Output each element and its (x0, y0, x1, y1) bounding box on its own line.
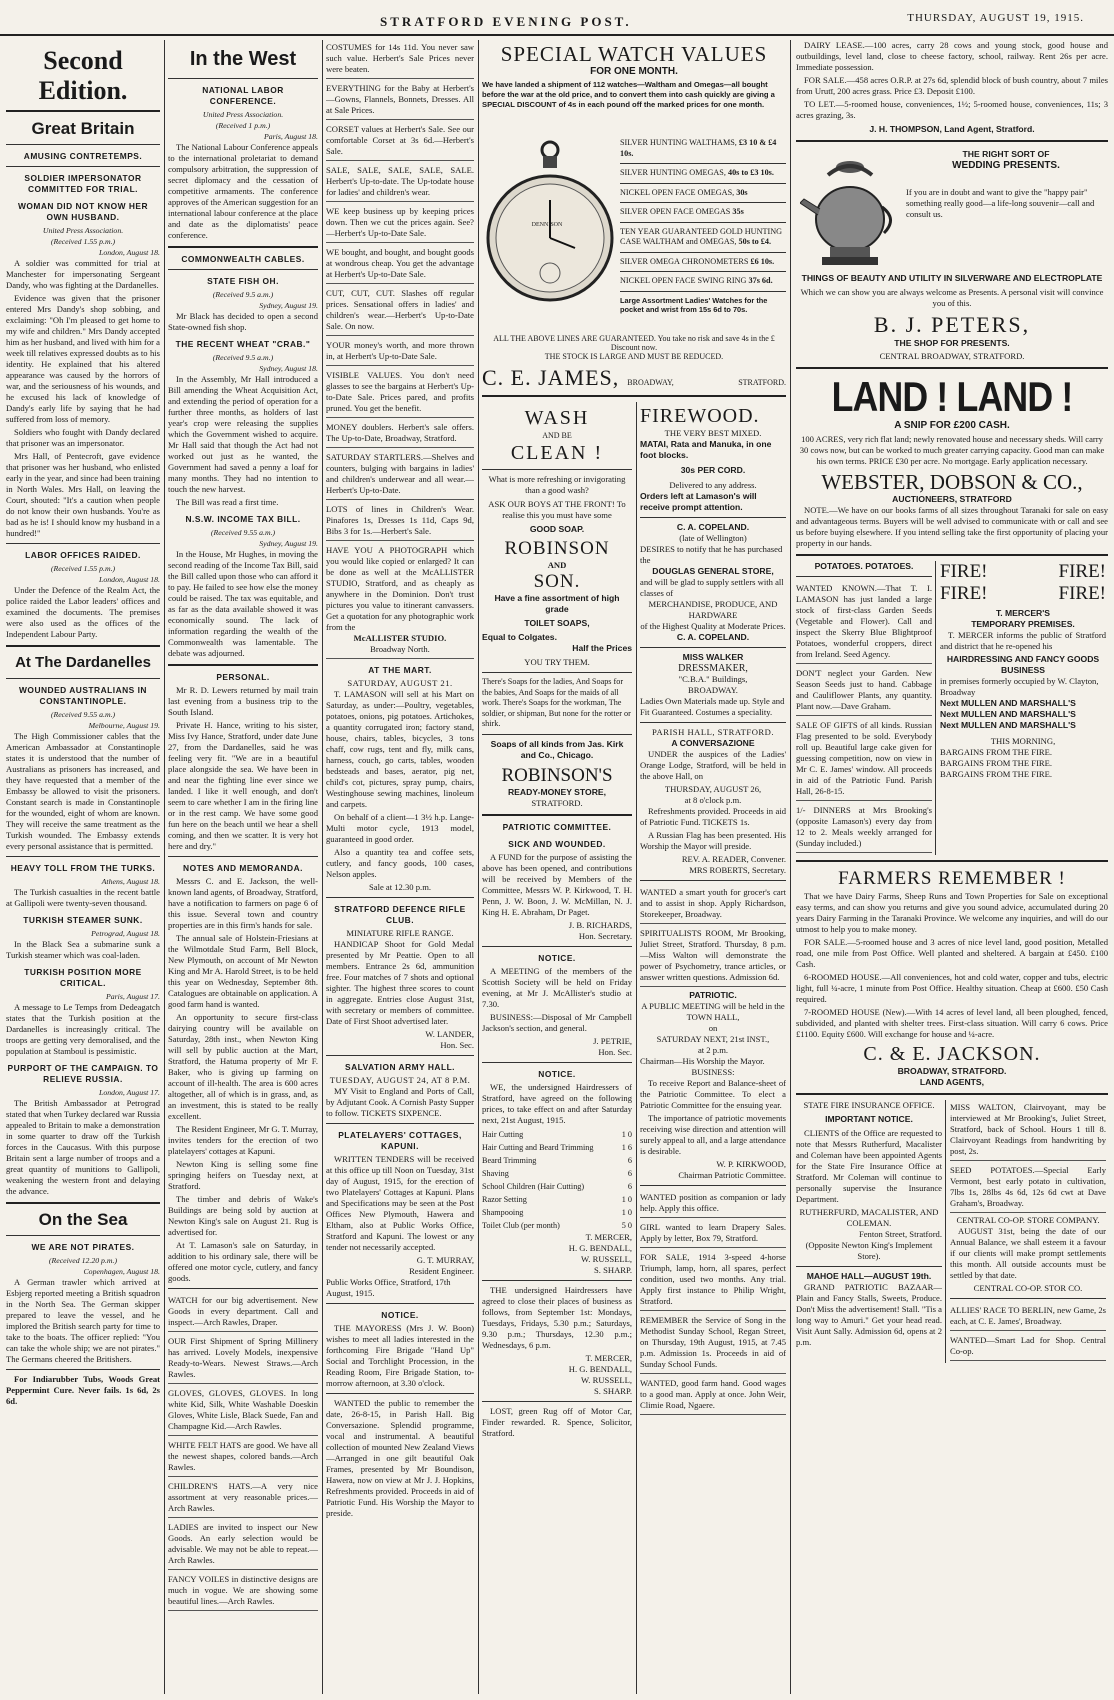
article-headline: WE ARE NOT PIRATES. (31, 1242, 135, 1252)
signature: H. G. BENDALL, (568, 1363, 632, 1374)
classified-ad: WANTED, good farm hand. Good wages to a good man. Apply at once. John Weir, Climie Road, Ngaere. (640, 1376, 786, 1415)
store-town: STRATFORD. (531, 797, 583, 808)
classified-ad: WE keep business up by keeping prices down. Then we cut the prices again. See?—Herbert's Up-to-Date Sale. (326, 204, 474, 243)
dateline: London, August 18. (99, 248, 160, 257)
signature: MRS ROBERTS, Secretary. (689, 865, 786, 875)
byline: United Press Association. (202, 110, 284, 119)
classified-ad: SPIRITUALISTS ROOM, Mr Brooking, Juliet Street, Stratford. Thursday, 8 p.m.—Miss Walton will demonstrate the power of Psychometry, trance articles, or answer written questions. Admission 6d. (640, 926, 786, 987)
dressmaker-text: Ladies Own Materials made up. Style and Fit Guaranteed. Costumes a speciality. (640, 696, 785, 717)
farmers-heading: FARMERS REMEMBER ! (838, 868, 1066, 889)
watch-item: NICKEL OPEN FACE SWING RING 37s 6d. (620, 276, 773, 285)
classified-ad: MISS WALTON, Clairvoyant, may be interviewed at Mr Brooking's, Juliet Street, Stratford, back of School. Hours 1 till 8. Clairvoyant Readings from handwriting by post, 2s. (950, 1100, 1106, 1161)
mercer-location: Next MULLEN AND MARSHALL'S (940, 709, 1076, 719)
article-headline: NATIONAL LABOR CONFERENCE. (202, 85, 284, 106)
event-text: Chairman—His Worship the Mayor. (640, 1056, 765, 1066)
signature-role: Hon. Sec. (440, 1040, 474, 1050)
robinson-name: ROBINSON (504, 538, 610, 559)
firm-location: BROADWAY, (627, 378, 674, 387)
column-news-britain (6, 40, 160, 1694)
classified-ad: VISIBLE VALUES. You don't need glasses to see the bargains at Herbert's Up-to-Date Sale. Prices pared, and profits pruned. You get the benefit. (326, 368, 474, 418)
classified-ad: CUT, CUT, CUT. Slashes off regular prices. Sensational offers in ladies' and children's wear.—Herbert's Up-to-Date Sale. On now. (326, 286, 474, 336)
classified-ad: WE bought, and bought, and bought goods at wondrous cheap. You get the advantage at Herbert's Up-to-Date Sale. (326, 245, 474, 284)
agent-location: BROADWAY, STRATFORD. (897, 1066, 1007, 1076)
dateline: Athens, August 18. (101, 877, 160, 886)
dressmaker-street: BROADWAY. (688, 685, 738, 695)
wedding-ad-text: If you are in doubt and want to give the "happy pair" something really good—a life-long souvenir—call and consult us. (906, 187, 1095, 219)
sale-date: SATURDAY, AUGUST 21. (347, 678, 453, 688)
firewood-line: MATAI, Rata and Manuka, in one foot blocks. (640, 439, 772, 460)
classified-ad: CORSET values at Herbert's Sale. See our comfortable Corset at 3s 6d.—Herbert's Sale. (326, 122, 474, 161)
mercer-location: Next MULLEN AND MARSHALL'S (940, 720, 1076, 730)
dateline: London, August 17. (99, 1088, 160, 1097)
second-edition-title: Second Edition. (6, 46, 160, 112)
classified-ad: WANTED a smart youth for grocer's cart and to assist in shop. Apply Richardson, Storekeeper, Broadway. (640, 885, 786, 924)
column-rule (322, 40, 323, 1694)
article-headline: N.S.W. INCOME TAX BILL. (185, 514, 301, 524)
son-name: SON. (533, 571, 581, 592)
signature: S. SHARP. (594, 1385, 632, 1396)
column-news-west (168, 40, 318, 1694)
bazaar-heading: MAHOE HALL—AUGUST 19th. (806, 1271, 932, 1281)
dateline: Melbourne, August 19. (88, 721, 160, 730)
property-listing: FOR SALE.—458 acres O.R.P. at 27s 6d, splendid block of bush country, about 7 miles from Urutī, 200 acres grass. Price £3. Deposit £100. (796, 75, 1108, 96)
lost-notice: LOST, green Rug off of Motor Car, Finder rewarded. R. Spence, Solicitor, Stratford. (482, 1405, 632, 1438)
jeweller-address: CENTRAL BROADWAY, STRATFORD. (879, 351, 1025, 361)
article-headline: AT THE MART. (368, 665, 432, 675)
dateline: London, August 18. (99, 575, 160, 584)
property-listing: 6-ROOMED HOUSE.—All conveniences, hot and cold water, copper and tubs, electric light, full ¼-acre, 1 minute from Post Office. Healthy situation. Cheap at £600. £50 Cash required. (796, 972, 1108, 1004)
received-time: (Received 1 p.m.) (215, 121, 271, 130)
insurance-signature: RUTHERFURD, MACALISTER, AND COLEMAN. (799, 1207, 939, 1228)
event-text: To receive Report and Balance-sheet of the Patriotic Committee. To elect a Patriotic Committee for the ensuing year. (640, 1078, 786, 1110)
wash-and-be: AND BE (542, 431, 572, 440)
equal-colgates: Equal to Colgates. (482, 632, 557, 642)
article-paragraph: The annual sale of Holstein-Friesians at the Wilmotdale Stud Farm, Bell Block, New Plymouth, on account of Mr Newton King and Mr A. Harold Street, is to be held this year on Wednesday, September 8th. Catalogues are obtainable on application. A good farm hand is wanted. (168, 933, 318, 1009)
agent-name: C. & E. JACKSON. (863, 1043, 1041, 1065)
received-time: (Received 9.55 a.m.) (50, 710, 116, 719)
classified-ad: 1/- DINNERS at Mrs Brooking's (opposite Lamason's) every day from 12 to 2. Meals weekly arranged for (Sunday included.) (796, 803, 932, 853)
signature: T. MERCER, (585, 1231, 632, 1242)
event-text: Refreshments provided. Proceeds in aid of Patriotic Fund. TICKETS 1s. (640, 806, 786, 827)
article-headline: SICK AND WOUNDED. (508, 838, 606, 849)
article-headline: SALVATION ARMY HALL. (344, 1062, 456, 1072)
auctioneer-note: NOTE.—We have on our books farms of all sizes throughout Taranaki for sale on easy and advantageous terms. Buyers will be well advised to communicate with or call and see us before buying elsewhere. If you intend selling take the first opportunity of placing your property in our hands. (796, 505, 1108, 548)
section-heading: Great Britain (31, 119, 135, 138)
article-paragraph: Messrs C. and E. Jackson, the well-known land agents, of Broadway, Stratford, have a notification to farmers on page 6 of this issue. Several town and country properties are in this firm's hands for sale. (168, 876, 318, 930)
morning-line: THIS MORNING, (990, 736, 1056, 746)
property-listing: 7-ROOMED HOUSE (New).—With 14 acres of level land, all been ploughed, fenced, subdivided, and planted with shelter trees. First-class situation. Will carry 6 cows. Price £1100. Equity £600. Will exchange for house and ¼-acre. (796, 1007, 1108, 1039)
potatoes-heading: POTATOES. POTATOES. (814, 561, 914, 571)
article-paragraph: Mr R. D. Lewers returned by mail train last evening from a business trip to the South Island. (168, 685, 318, 717)
column-rule (164, 40, 165, 1694)
classified-ad: ALLIES' RACE TO BERLIN, new Game, 2s each, at C. E. James', Broadway. (950, 1303, 1106, 1331)
merchant-name: C. A. COPELAND. (676, 522, 750, 532)
issue-date: THURSDAY, AUGUST 19, 1915. (907, 12, 1084, 24)
event-time: at 2 p.m. (697, 1045, 729, 1055)
classified-ad: EVERYTHING for the Baby at Herbert's—Gowns, Flannels, Bonnets, Dresses. All at Sale Prices. (326, 81, 474, 120)
fund-notice: A FUND for the purpose of assisting the above has been opened, and contributions will be received by Members of the Committee, Messrs W. P. Kirkwood, T. H. Penn, J. W. Boon, J. W. McMillan, N. J. King H. E. Abraham, Dr Paget. (482, 851, 632, 917)
dressmaker-building: "C.B.A." Buildings, (678, 674, 748, 684)
fire-word: FIRE! (940, 583, 988, 604)
article-headline: AMUSING CONTRETEMPS. (23, 151, 143, 161)
wash-heading: WASH (524, 407, 590, 429)
classified-ad: LOTS of lines in Children's Wear. Pinafores 1s, Dresses 1s 11d, Caps 9d, Bibs 3 for 1s.—Herbert's Sale. (326, 502, 474, 541)
signature: W. P. KIRKWOOD, (716, 1159, 786, 1169)
bargain-line: BARGAINS FROM THE FIRE. (940, 769, 1053, 779)
article-paragraph: A soldier was committed for trial at Manchester for impersonating Sergeant Dandy, who was fighting at the Dardanelles. (6, 258, 160, 290)
wedding-ad-subheading: WEDDING PRESENTS. (952, 160, 1060, 171)
studio-address: Broadway North. (370, 644, 430, 654)
wash-ask: ASK OUR BOYS AT THE FRONT! To realise this you must have some (488, 499, 626, 520)
dateline: Sydney, August 19. (259, 301, 318, 310)
meeting-business: BUSINESS:—Disposal of Mr Campbell Jackson's section, and general. (482, 1011, 632, 1033)
classified-ad: OUR First Shipment of Spring Millinery has arrived. Lovely Models, inexpensive Ready-to-Wears. Newest Straws.—Arch Rawles. (168, 1334, 318, 1384)
watch-ad-subtitle: FOR ONE MONTH. (590, 66, 678, 77)
received-time: (Received 9.55 a.m.) (210, 528, 276, 537)
half-price: Half the Prices (572, 643, 632, 653)
silver-kettle-icon (800, 149, 900, 269)
fire-word: FIRE! (1058, 561, 1106, 582)
club-notice: HANDICAP Shoot for Gold Medal presented by Mr Peattie. Open to all members. Entrance 2s 6d, ammunition free. Four matches of 7 shots and optional sighter. The highest three scores to count in aggregate. Entries close August 31st, with secretary or members of committee. Date of First Shoot advertised later. (326, 939, 474, 1026)
mercer-business: HAIRDRESSING AND FANCY GOODS BUSINESS (946, 654, 1100, 675)
land-heading: LAND ! LAND ! (831, 373, 1073, 420)
classified-ad: CHILDREN'S HATS.—A very nice assortment at very reasonable prices.—Arch Rawles. (168, 1479, 318, 1518)
advertisement: For Indiarubber Tubs, Woods Great Peppermint Cure. Never fails. 1s 6d, 2s 6d. (6, 1374, 160, 1406)
article-paragraph: The High Commissioner cables that the American Ambassador at Constantinople states it is understood that the number of Australians as prisoners has increased, and they have requested that a member of the Embassy be allowed to visit the prisoners. Constant search is made in Constantinople for the wounded, eight of whom are known. They will receive the same treatment as the Turkish wounded. The Embassy extends every personal assistance that is permitted. (6, 731, 160, 851)
watch-ad-title: SPECIAL WATCH VALUES (500, 42, 768, 66)
event-date: THURSDAY, AUGUST 26, (664, 784, 762, 794)
meeting-notice: A MEETING of the members of the Scottish Society will be held on Friday evening, at Mr J. McAllister's studio at 7.30. (482, 965, 632, 1009)
dateline: Sydney, August 18. (259, 364, 318, 373)
mercer-text: T. MERCER informs the public of Stratford and district that he re-opened his (940, 630, 1106, 651)
event-date: SATURDAY NEXT, 21st INST., (656, 1034, 770, 1044)
jeweller-tagline: THE SHOP FOR PRESENTS. (894, 338, 1010, 348)
article-headline: NOTICE. (381, 1310, 419, 1320)
signature: T. MERCER, (585, 1352, 632, 1363)
mercer-premises: TEMPORARY PREMISES. (971, 619, 1075, 629)
classified-ad: WANTED position as companion or lady help. Apply this office. (640, 1190, 786, 1218)
property-listing: DAIRY LEASE.—100 acres, carry 28 cows and young stock, good house and outbuildings, level land, close to cheese factory, school, railway. Rent 26s per acre. Immediate possession. (796, 40, 1108, 72)
newspaper-title: STRATFORD EVENING POST. (380, 14, 632, 29)
classified-ad: SALE OF GIFTS of all kinds. Russian Flag presented to be sold. Everybody roll up. Beautiful large cake given for guessing competition, now on view in Mr C. E. James' window. All proceeds in aid of the Patriotic Fund. Parish Hall, 26-8-15. (796, 718, 932, 801)
byline: United Press Association. (42, 226, 124, 235)
auctioneer-title: AUCTIONEERS, STRATFORD (892, 494, 1012, 504)
silverware-line: THINGS OF BEAUTY AND UTILITY IN SILVERWARE AND ELECTROPLATE (801, 273, 1103, 283)
watch-item: SILVER HUNTING WALTHAMS, £3 10 & £4 10s. (620, 138, 777, 158)
signature-role: Hon. Sec. (598, 1046, 632, 1057)
classified-ad: LADIES are invited to inspect our New Goods. An early selection would be advisable. We may not be able to repeat.—Arch Rawles. (168, 1520, 318, 1570)
tender-address: Public Works Office, Stratford, 17th August, 1915. (326, 1277, 451, 1298)
soap-verse: There's Soaps for the ladies, And Soaps for the babies, And Soaps for the maids of all work. There's Soaps for the workman, The soldier, or shipman, But none for the rotter or shirk. (482, 677, 631, 728)
dateline: Paris, August 17. (105, 992, 160, 1001)
event-text: The importance of patriotic movements receiving wise direction and attention will surely appeal to all, and a large attendance is desirable. (640, 1113, 786, 1156)
agent-role: LAND AGENTS, (919, 1077, 985, 1087)
land-snip: A SNIP FOR £200 CASH. (894, 420, 1010, 431)
article-paragraph: In the House, Mr Hughes, in moving the second reading of the Income Tax Bill, said the Bill called upon those who can afford it to pay. He failed to see how else the money could be raised. The tax was equitable, and as far as the data available showed it was economically sound. The lack of information regarding the wealth of the Commonwealth was lamentable. The debate was adjourned. (168, 549, 318, 658)
merchant-name: C. A. COPELAND. (676, 632, 750, 642)
classified-ad: MONEY doublers. Herbert's sale offers. The Up-to-Date, Broadway, Stratford. (326, 420, 474, 448)
agent-name: J. H. THOMPSON, Land Agent, Stratford. (869, 124, 1035, 134)
signature: W. RUSSELL, (580, 1253, 632, 1264)
and-word: AND (547, 560, 567, 570)
sale-notice: Also a quantity tea and coffee sets, cutlery, and fancy goods, 100 cases, Nelson apples. (326, 847, 474, 879)
watch-item: NICKEL OPEN FACE OMEGAS, 30s (620, 187, 748, 197)
jeweller-name: B. J. PETERS, (873, 312, 1031, 337)
article-headline: LABOR OFFICES RAIDED. (25, 550, 141, 560)
classified-ad: WANTED the public to remember the date, 26-8-15, in Parish Hall. Big Conversazione. Splendid programme, vocal and instrumental. A beautiful collection of mounted New Zealand Views—Arranged in one gilt beautiful Oak Frames, presented by Mr Boundison, Hawera, now on view at Mr J. J. Hopkins, Refreshments provided. Proceeds in aid of Patriotic Fund. His Worship the Mayor to preside. (326, 1398, 474, 1518)
mercer-name: T. MERCER'S (995, 608, 1051, 618)
hairdresser-notice: WE, the undersigned Hairdressers of Stratford, have agreed on the following prices, to take effect on and after Saturday next, 21st August, 1915. (482, 1081, 632, 1125)
article-paragraph: Mr Black has decided to open a second State-owned fish shop. (168, 311, 318, 332)
article-headline: THE RECENT WHEAT "CRAB." (175, 339, 311, 349)
classified-ad: SEED POTATOES.—Special Early Vermont, best early potato in cultivation, 7lbs 1s, 28lbs 4s 6d, 12s 6d cwt at Dave Graham's, Broadway. (950, 1163, 1106, 1213)
article-headline: STRATFORD DEFENCE RIFLE CLUB. (334, 904, 466, 925)
article-paragraph: The Resident Engineer, Mr G. T. Murray, invites tenders for the erection of two platelayers' cottages at Kapuni. (168, 1124, 318, 1156)
dateline: Paris, August 18. (263, 132, 318, 141)
article-paragraph: Under the Defence of the Realm Act, the police raided the Labor leaders' offices and examined the documents. The premises were also used as the offices of the Independent Labour Party. (6, 585, 160, 639)
article-paragraph: In the Assembly, Mr Hall introduced a Bill amending the Wheat Acquisition Act, and extending the period of operation for a further three months, as holders of last year's crop were releasing the supplies which the Government wished to acquire. Mr Hall said that though the Act had not worked out just as he wanted, the Government had saved a penny a loaf for many months. They had no intention to touch the new harvest. (168, 374, 318, 494)
watch-face-label: DENNISON (531, 222, 563, 228)
signature: J. B. RICHARDS, (568, 919, 632, 930)
watch-item: SILVER OMEGA CHRONOMETERS £6 10s. (620, 256, 775, 266)
mercer-text: in premises formerly occupied by W. Clayton, Broadway (940, 676, 1099, 697)
signature: S. SHARP. (594, 1264, 632, 1275)
event-text: UNDER the auspices of the Ladies' Orange Lodge, Stratford, will be held in the above Hall, on (640, 749, 786, 781)
article-headline: COMMONWEALTH CABLES. (181, 254, 305, 264)
article-headline: TURKISH POSITION MORE CRITICAL. (24, 967, 142, 988)
section-heading: In the West (189, 48, 297, 70)
firewood-line: THE VERY BEST MIXED. (664, 428, 762, 438)
sale-notice: On behalf of a client—1 3½ h.p. Lange-Multi motor cycle, 1913 model, guaranteed in good order. (326, 812, 474, 844)
article-paragraph: Mrs Hall, of Pentecroft, gave evidence that prisoner was her husband, who enlisted early in the year, and since had been training in North Wales. Mrs Hall, on leaving the Court, shouted: "It's a caution when people do not know their own husbands. You're as bad as he is! I should know my husband in a hundred!" (6, 451, 160, 538)
article-paragraph: A message to Le Temps from Dedeagatch states that the Turkish position at the Dardanelles is increasingly critical. The troops are getting very demoralised, and the population at Stamboul is pessimistic. (6, 1002, 160, 1056)
bazaar-text: GRAND PATRIOTIC BAZAAR—Plain and Fancy Stalls, Sweets, Produce. Don't Miss the advertisement! Stall. "Tis a long way to Amuri." Get your head read. Visit Aunt Sally. Admission 6d, opens at 2 p.m. (796, 1282, 942, 1347)
column-ads-herbert (326, 40, 474, 1694)
article-paragraph: The National Labour Conference appeals to the international proletariat to demand compulsory arbitration, the suppression of secret diplomacy and the cessation of competitive armaments. The conference approves of the American suggestion for an international labour conference at the place and date as the diplomatists' peace conference. (168, 142, 318, 240)
event-text: on (708, 1023, 718, 1033)
signature-role: Resident Engineer. (409, 1266, 474, 1276)
article-headline: PURPORT OF THE CAMPAIGN. TO RELIEVE RUSSIA. (7, 1063, 159, 1084)
sale-time: Sale at 12.30 p.m. (368, 882, 432, 892)
merchandise-line: MERCHANDISE, PRODUCE, AND HARDWARE (648, 599, 778, 620)
received-time: (Received 9.5 a.m.) (212, 353, 274, 362)
mercer-location: Next MULLEN AND MARSHALL'S (940, 698, 1076, 708)
firewood-line: Orders left at Lamason's will receive prompt attention. (640, 491, 757, 512)
robinsons-name: ROBINSON'S (501, 764, 613, 786)
event-text: A PUBLIC MEETING will be held in the TOWN HALL, (641, 1001, 785, 1022)
classified-ad: WANTED—Smart Lad for Shop. Central Co-op. (950, 1333, 1106, 1361)
dateline: Petrograd, August 18. (91, 929, 160, 938)
received-time: (Received 1.55 p.m.) (50, 237, 116, 246)
article-headline: NOTICE. (538, 1068, 576, 1079)
guarantee-line: ALL THE ABOVE LINES ARE GUARANTEED. You take no risk and save 4s in the £ Discount now. (493, 334, 775, 352)
property-listing: TO LET.—5-roomed house, conveniences, 1½; 5-roomed house, conveniences, 11s; 3 acres grazing, 3s. (796, 99, 1108, 120)
closing-hours-notice: THE undersigned Hairdressers have agreed to close their places of business as follows, from September 1st: Mondays, Tuesdays, Fridays, 5.30 p.m.; Saturdays, 9.30 p.m.; Thursdays, 12.30 p.m.; Wednesdays, 6 p.m. (482, 1284, 632, 1350)
event-text: A Russian Flag has been presented. His Worship the Mayor will preside. (640, 830, 786, 851)
article-paragraph: At T. Lamason's sale on Saturday, in addition to his ordinary sale, there will be offered one motor cycle, cutlery, and fancy goods. (168, 1240, 318, 1283)
article-paragraph: Soldiers who fought with Dandy declared that prisoner was an impersonator. (6, 427, 160, 448)
stock-line: THE STOCK IS LARGE AND MUST BE REDUCED. (544, 352, 724, 361)
signature: G. T. MURRAY, (416, 1255, 474, 1265)
watch-advertisement (482, 42, 786, 397)
received-time: (Received 9.5 a.m.) (212, 290, 274, 299)
good-soap: GOOD SOAP. (529, 524, 585, 534)
classified-ad: FANCY VOILES in distinctive designs are much in vogue. We are showing some beautiful lines.—Arch Rawles. (168, 1572, 318, 1611)
dressmaker-name: MISS WALKER (682, 652, 744, 662)
article-headline: PERSONAL. (216, 672, 270, 682)
notice-body: THE MAYORESS (Mrs J. W. Boon) wishes to meet all ladies interested in the forthcoming Fire Brigade "Hand Up" Social and Torchlight Procession, in the Reading Room, Fire Brigade Station, to-morrow afternoon, at 3.30 o'clock. (326, 1323, 474, 1388)
article-paragraph: Evidence was given that the prisoner entered Mrs Dandy's shop sobbing, and exclaiming: "Oh I'm pleased to get home to my wife and children." Mrs Dandy accepted him as her husband, and lived with him for a week till relatives expressed doubts as to his identity. He explained that his altered appearance was caused by the horrors of war, and the seriousness of his wounds, and he excused his lack of knowledge of Dandy's early life by saying that he had suffered from loss of memory. (6, 293, 160, 424)
sub-headline: MINIATURE RIFLE RANGE. (346, 928, 454, 938)
assortment-line: Have a fine assortment of high grade (494, 593, 620, 614)
signature: REV. A. READER, Convener. (681, 854, 786, 864)
studio-advertisement (326, 543, 474, 659)
event-time: at 8 o'clock p.m. (684, 795, 742, 805)
article-paragraph: Private H. Hance, writing to his sister, Miss Ivy Hance, Stratford, under date June 27, from the Dardanelles, said he was feeling very fit. "We are in a beautiful place alongside the sea. We have been in and near the fighting line ever since we landed. I like it well enough, and don't seem to care whether I am in the firing line or in the rest camp. We have some good fun here on the beach until we hear a shell coming, and then we scatter. It is very hot here and dry." (168, 720, 318, 851)
signature-role: Chairman Patriotic Committee. (678, 1170, 786, 1180)
article-paragraph: The Bill was read a first time. (176, 497, 279, 507)
article-headline: PATRIOTIC COMMITTEE. (502, 821, 612, 832)
signature: W. RUSSELL, (580, 1374, 632, 1385)
insurance-text: CLIENTS of the Office are requested to note that Messrs Rutherfurd, Macalister and Coleman have been appointed Agents for the State Fire Insurance Office at Stratford. Mr Coleman will continue to personally supervise the Insurance Department. (796, 1128, 942, 1204)
sale-notice: T. LAMASON will sell at his Mart on Saturday, as under:—Poultry, vegetables, potatoes, onions, pig potatoes. Artichokes, a quantity corrugated iron; factory stand, house, chairs, tables, bicycles, 3 tons chaff, cow rugs, tent and fly, milk cans, harness, couch, go carts, tables, wooden bedsteads and bases, aerator, pig net, child's cot, pictures, spray pump, chairs, Westinghouse sewing machines, linoleum and carpets. (326, 689, 474, 809)
signature: H. G. BENDALL, (568, 1242, 632, 1253)
article-paragraph: Newton King is selling some fine springing heifers on Tuesday next, at Stratford. (168, 1159, 318, 1191)
classified-ad: REMEMBER the Service of Song in the Methodist Sunday School, Regan Street, on Thursday, 19th August, 1915, at 7.45 p.m. Admission 1s. Proceeds in aid of Sunday School Funds. (640, 1313, 786, 1374)
firewood-line: Delivered to any address. (669, 480, 757, 490)
watch-item: SILVER OPEN FACE OMEGAS 35s (620, 207, 744, 216)
watch-item: SILVER HUNTING OMEGAS, 40s to £3 10s. (620, 168, 774, 177)
toilet-soaps: TOILET SOAPS, (524, 618, 590, 628)
watch-ad-intro: We have landed a shipment of 112 watches—Waltham and Omegas—all bought before the war at the old price, and to convert them into cash quickly are giving a SPECIAL DISCOUNT of 4s in each pound off the marked prices for one month. (482, 80, 775, 109)
dateline: Sydney, August 19. (259, 539, 318, 548)
ladies-watches: Large Assortment Ladies' Watches for the pocket and wrist from 15s 6d to 70s. (620, 295, 768, 314)
pocket-watch-icon (485, 138, 615, 328)
article-headline: WOUNDED AUSTRALIANS IN CONSTANTINOPLE. (19, 685, 147, 706)
fire-word: FIRE! (1058, 583, 1106, 604)
article-headline: PLATELAYERS' COTTAGES, KAPUNI. (338, 1130, 462, 1151)
dateline: Copenhagen, August 18. (83, 1267, 160, 1276)
article-headline: WOMAN DID NOT KNOW HER OWN HUSBAND. (17, 201, 149, 222)
soaps-all-kinds: Soaps of all kinds from Jas. Kirk and Co., Chicago. (490, 738, 624, 760)
insurance-note: (Opposite Newton King's Implement Store). (805, 1240, 933, 1261)
classified-ad: YOUR money's worth, and more thrown in, at Herbert's Up-to-Date Sale. (326, 338, 474, 366)
coop-signature: CENTRAL CO-OP. STOR CO. (973, 1283, 1083, 1293)
column-rule (790, 40, 791, 1694)
article-headline: NOTICE. (538, 952, 576, 963)
studio-ad-body: HAVE YOU A PHOTOGRAPH which you would like copied or enlarged? It can be done as well at the McALLISTER STUDIO, Stratford, and as cheaply as anywhere in the Dominion. Don't trust pictures you value to itinerant canvassers. Get a quotation for any photographic work from the (326, 545, 474, 632)
classified-ad: COSTUMES for 14s 11d. You never saw such value. Herbert's Sale Prices never were beaten. (326, 40, 474, 79)
insurance-heading: IMPORTANT NOTICE. (825, 1114, 913, 1124)
wash-question: What is more refreshing or invigorating than a good wash? (488, 474, 626, 495)
received-time: (Received 12.20 p.m.) (48, 1256, 118, 1265)
article-paragraph: The British Ambassador at Petrograd stated that when Turkey declared war Russia appealed to Britain to make a demonstration in some quarter to draw off the Turkish forces in the Caucasus. With this purpose Britain sent a large number of troops and a great quantity of munitions to Gallipoli, weakening the western front and delaying the advance. (6, 1098, 160, 1196)
signature: W. LANDER, (425, 1029, 474, 1039)
coop-heading: CENTRAL CO-OP. STORE COMPANY. (956, 1215, 1100, 1225)
article-headline: NOTES AND MEMORANDA. (183, 863, 303, 873)
classified-ad: GLOVES, GLOVES, GLOVES. In long white Kid, Silk, White Washable Doeskin Gloves, White Lisle, Black Suede, Fan and Champagne Kid.—Arch Rawles. (168, 1386, 318, 1436)
classified-ad: FOR SALE, 1914 3-speed 4-horse Triumph, lamp, horn, all spares, perfect condition, used two months. Any trial. Apply first instance to Philip Wright, Stratford. (640, 1250, 786, 1311)
firm-town: STRATFORD. (738, 378, 786, 387)
coop-text: AUGUST 31st, being the date of our Annual Balance, we shall esteem it a favour if our clients will make prompt settlements this month. All outside accounts must be settled by that date. (950, 1226, 1106, 1280)
farmers-text: That we have Dairy Farms, Sheep Runs and Town Properties for Sale on exceptional easy terms, and can show you returns and give you sound advice, accumulated during 20 years Dairy Farming in the Taranaki Province. We welcome any inquiries, and will do our utmost to help you to make money. (796, 891, 1108, 934)
merchant-text: DESIRES to notify that he has purchased the (640, 544, 783, 565)
received-time: (Received 1.55 p.m.) (50, 564, 116, 573)
classified-ad: WANTED KNOWN.—That T. I. LAMASON has just landed a large stock of first-class Garden Seeds (Vegetable and Flower). Call and inspect the Skerry Blue Blightproof Potatoes, wonderful croppers, direct from Ireland. Seed Agency. (796, 581, 932, 664)
event-notice: MY Visit to England and Ports of Call, by Adjutant Cook. A Cornish Pasty Supper to follow. TICKETS SIXPENCE. (326, 1086, 474, 1118)
column-rule (636, 402, 637, 1694)
firewood-heading: FIREWOOD. (640, 405, 760, 427)
article-paragraph: The timber and debris of Wake's Buildings are being sold by auction at Newton King's sale on August 21. Rug is advertised for. (168, 1194, 318, 1237)
land-description: 100 ACRES, very rich flat land; newly renovated house and necessary sheds. Will carry 30 cows now, but can be worked to much greater carrying capacity. Good man can make his own terms. PRICE £30 per acre. No mortgage. Early application necessary. (799, 434, 1105, 466)
auctioneer-name: WEBSTER, DOBSON & CO., (821, 470, 1083, 494)
bargain-line: BARGAINS FROM THE FIRE. (940, 758, 1053, 768)
insurance-office: STATE FIRE INSURANCE OFFICE. (803, 1100, 935, 1110)
venue-name: PARISH HALL, STRATFORD. (652, 727, 774, 737)
classified-ad: WHITE FELT HATS are good. We have all the newest shapes, colored bands.—Arch Rawles. (168, 1438, 318, 1477)
merchant-note: (late of Wellington) (679, 533, 747, 543)
try-them: YOU TRY THEM. (524, 657, 590, 667)
bargain-line: BARGAINS FROM THE FIRE. (940, 747, 1053, 757)
article-paragraph: A German trawler which arrived at Esbjerg reported meeting a British squadron in the North Sea. The German skipper prepared to leave the vessel, and he implored the British search party for time to take to the boats. The officer replied: "You can take the whole ship; we are not pirates." The Germans cheered the Britishers. (6, 1277, 160, 1364)
event-title: A CONVERSAZIONE (671, 738, 755, 748)
business-label: BUSINESS: (691, 1067, 735, 1077)
classified-ad: WATCH for our big advertisement. New Goods in every department. Call and inspect.—Arch Rawles, Draper. (168, 1293, 318, 1332)
column-land-agents (796, 40, 1108, 1694)
tender-notice: WRITTEN TENDERS will be received at this office up till Noon on Tuesday, 31st day of August, 1915, for the erection of two Platelayers' Cottages at Kapuni. Plans and Specifications may be seen at the Post Offices New Plymouth, Hawera and Eltham, also at Public Works Office, Stratford and Kapuni. The lowest or any tender not necessarily accepted. (326, 1154, 474, 1252)
fire-word: FIRE! (940, 561, 988, 582)
dressmaker-title: DRESSMAKER, (678, 663, 748, 674)
column-rule (478, 40, 479, 1694)
classified-ad: SATURDAY STARTLERS.—Shelves and counters, bulging with bargains in ladies' and children's underwear and all wear.—Herbert's Up-to-Date. (326, 450, 474, 500)
classified-ad: GIRL wanted to learn Drapery Sales. Apply by letter, Box 79, Stratford. (640, 1220, 786, 1248)
signature-role: Hon. Secretary. (578, 930, 632, 941)
watch-item: TEN YEAR GUARANTEED GOLD HUNTING CASE WALTHAM and OMEGAS, 50s to £4. (620, 226, 783, 246)
event-title: PATRIOTIC. (689, 990, 737, 1000)
article-headline: STATE FISH OH. (207, 276, 279, 286)
article-headline: SOLDIER IMPERSONATOR COMMITTED FOR TRIAL. (24, 173, 142, 194)
firm-name: C. E. JAMES, (482, 365, 620, 390)
article-paragraph: An opportunity to secure first-class dairying country will be available on Saturday, 28th inst., when Newton King will sell by public auction at the Mart, Stratford, the Hatuma property of Mr F. Baker, who is giving up farming on account of ill-health. The area is 600 acres altogether, all of which is in grass, and, as an investment, this is stated to be really excellent. (168, 1012, 318, 1121)
article-paragraph: The Turkish casualties in the recent battle at Gallipoli were twenty-seven thousand. (6, 887, 160, 908)
column-soaps-notices (482, 402, 632, 1694)
wedding-ad-heading: THE RIGHT SORT OF (962, 149, 1050, 159)
merchant-text: and will be glad to supply settlers with all classes of (640, 577, 784, 598)
article-headline: TURKISH STEAMER SUNK. (23, 915, 143, 925)
insurance-address: Fenton Street, Stratford. (858, 1229, 942, 1239)
hairdresser-price-list: Hair Cutting 1 0 Hair Cutting and Beard Trimming 1 6 Beard Trimming 6 Shaving 6 School Children (Hair Cutting) 6 Razor Setting 1 0 Shampooing 1 0 Toilet Club (per month) 5 0 (482, 1129, 632, 1230)
event-date: TUESDAY, AUGUST 24, AT 8 P.M. (329, 1075, 471, 1085)
article-paragraph: In the Black Sea a submarine sunk a Turkish steamer which was coal-laden. (6, 939, 160, 960)
signature: J. PETRIE, (593, 1035, 632, 1046)
firewood-price: 30s PER CORD. (680, 465, 746, 475)
classified-ad: SALE, SALE, SALE, SALE, SALE. Herbert's Up-to-date. The Up-todate house for ladies' and children's wear. (326, 163, 474, 202)
ready-money-store: READY-MONEY STORE, (507, 786, 607, 797)
property-listing: FOR SALE.—5-roomed house and 3 acres of nice level land, good position, Metalled road, one mile from Post Office. Well planted and sheltered. A bargain at £450. £100 Cash. (796, 937, 1108, 969)
section-heading: On the Sea (38, 1210, 128, 1229)
presents-text: Which we can show you are always welcome as Presents. A personal visit will convince you of this. (800, 287, 1104, 308)
article-headline: HEAVY TOLL FROM THE TURKS. (10, 863, 156, 873)
clean-heading: CLEAN ! (510, 442, 604, 464)
merchant-text: of the Highest Quality at Moderate Prices. (640, 621, 786, 631)
studio-name: McALLISTER STUDIO. (353, 633, 447, 643)
column-local-ads (640, 402, 786, 1694)
store-name: DOUGLAS GENERAL STORE, (652, 566, 774, 576)
section-heading: At The Dardanelles (15, 654, 151, 671)
classified-ad: DON'T neglect your Garden. New Season Seeds just to hand. Cabbage and Cauliflower Plants, any quantity. Plant now.—Dave Graham. (796, 666, 932, 716)
masthead (0, 0, 1114, 36)
